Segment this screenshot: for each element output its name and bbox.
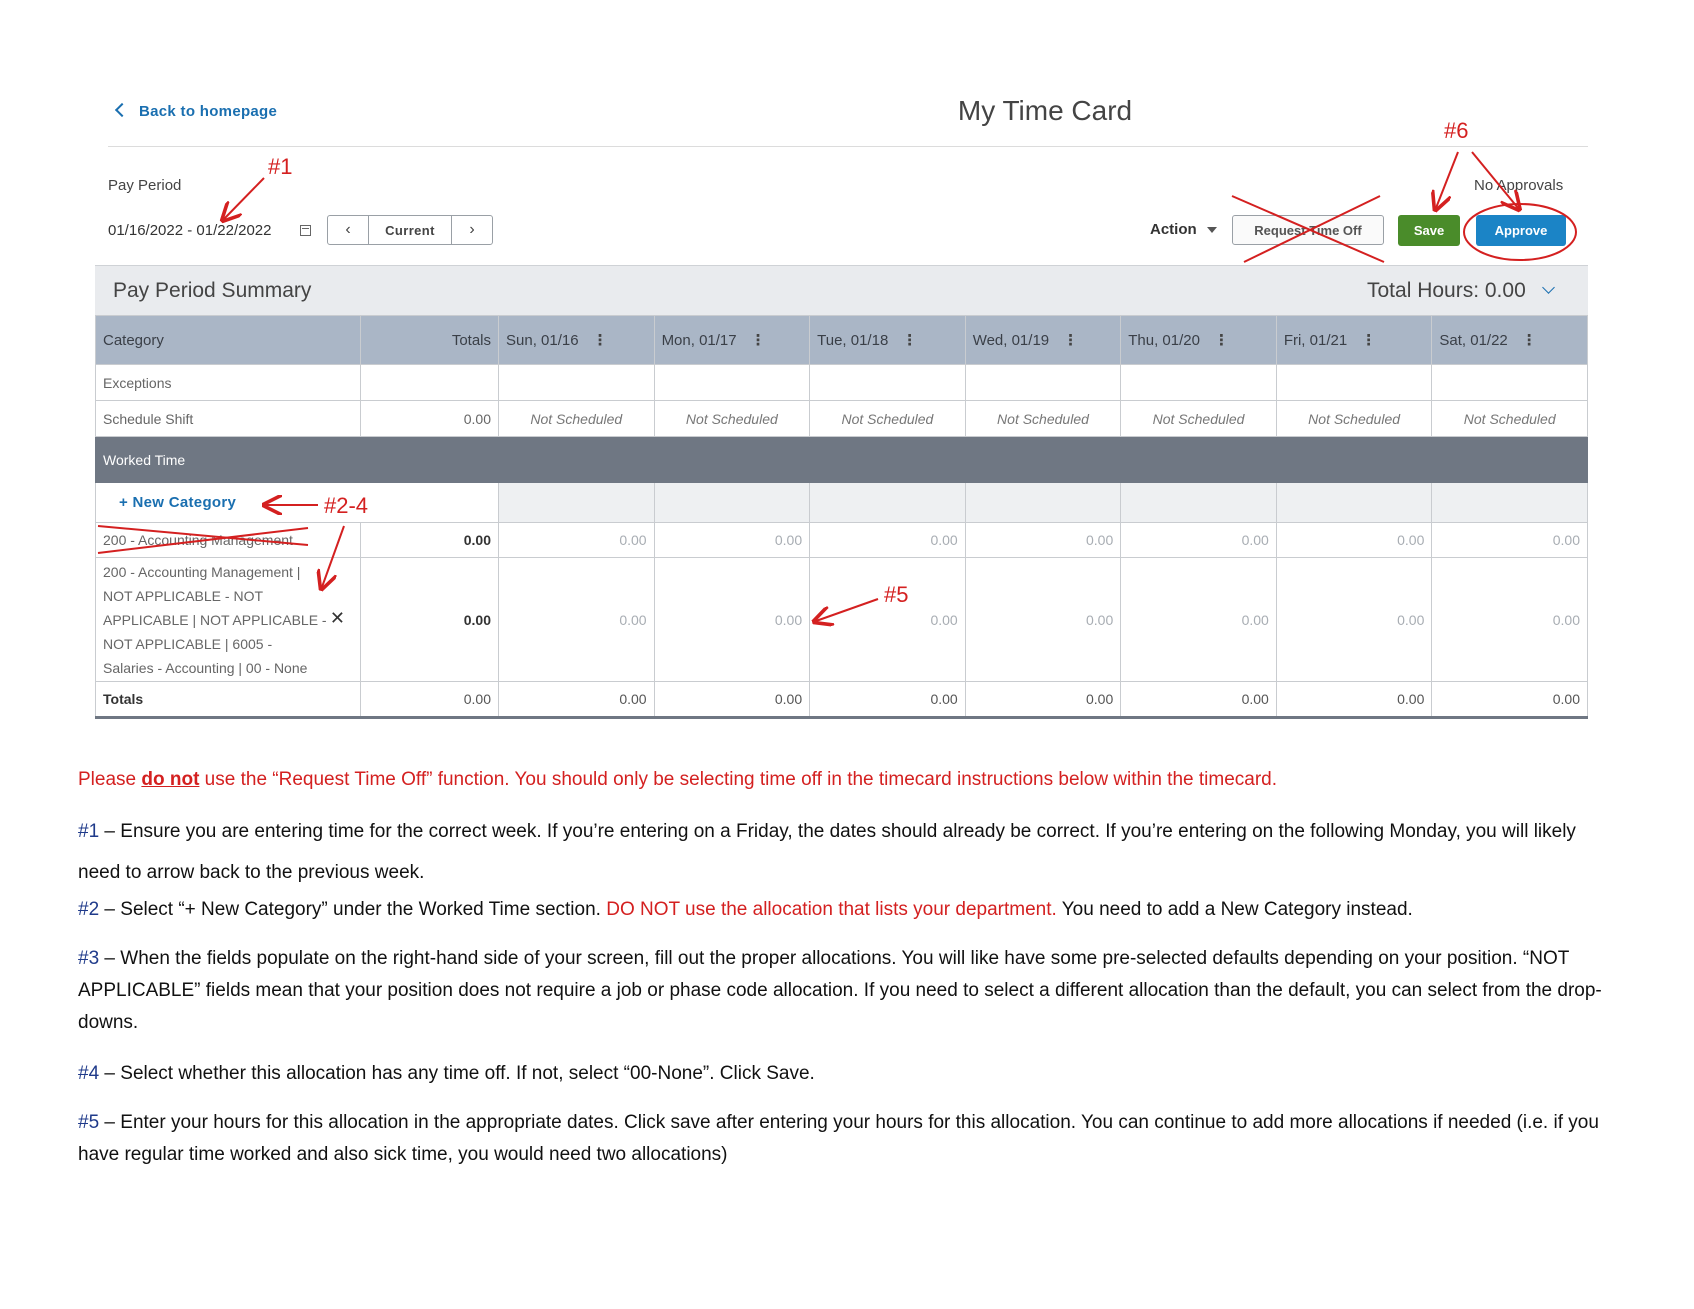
day-header[interactable] — [965, 316, 1121, 365]
warning-emphasis: do not — [141, 769, 200, 790]
allocation-row — [96, 523, 1588, 558]
chevron-left-icon — [115, 103, 129, 117]
category-header: Category — [96, 316, 361, 365]
day-header[interactable] — [1432, 316, 1588, 365]
new-category-label: New Category — [132, 494, 237, 511]
day-total: 0.00 — [499, 682, 655, 718]
approve-button[interactable]: Approve — [1476, 215, 1566, 246]
step-2-text-a: – Select “+ New Category” under the Worked Time section. — [99, 899, 607, 920]
day-header[interactable] — [654, 316, 810, 365]
action-menu[interactable] — [1150, 221, 1217, 238]
step-5-tag: #5 — [78, 1112, 100, 1133]
approval-status: No Approvals — [1474, 177, 1564, 194]
day-header[interactable] — [810, 316, 966, 365]
day-total: 0.00 — [965, 682, 1121, 718]
exceptions-cell — [654, 365, 810, 401]
schedule-shift-row — [96, 401, 1588, 437]
calendar-icon[interactable] — [300, 225, 311, 236]
new-category-row — [96, 483, 1588, 523]
allocation-row-expanded — [96, 558, 1588, 682]
warning-paragraph — [78, 764, 1608, 796]
timecard-grid — [95, 315, 1588, 719]
annotation-label-2-4: #2-4 — [324, 493, 369, 518]
remove-allocation-icon[interactable]: ✕ — [329, 608, 345, 628]
annotation-arrow-6-save — [1436, 152, 1458, 208]
warning-post: use the “Request Time Off” function. You should only be selecting time off in the timecard instructions below within the timecard. — [199, 769, 1277, 790]
exceptions-total — [361, 365, 499, 401]
schedule-shift-total: 0.00 — [361, 401, 499, 437]
new-category-cell — [1276, 483, 1432, 523]
pay-period-label: Pay Period — [108, 177, 182, 194]
step-2-tag: #2 — [78, 899, 100, 920]
hours-cell[interactable]: 0.00 — [654, 523, 810, 558]
step-2-text-red: DO NOT use the allocation that lists your department. — [606, 899, 1057, 920]
allocation-line: NOT APPLICABLE | 6005 - — [103, 635, 273, 652]
worked-time-label: Worked Time — [96, 437, 499, 483]
step-5-text: – Enter your hours for this allocation in the appropriate dates. Click save after entering your hours for this allocation. You can continue to add more allocations if needed (i.e. if you have regular time worked and also sick time, you would need two allocations) — [78, 1112, 1599, 1165]
step-4-tag: #4 — [78, 1063, 100, 1084]
previous-period-button[interactable]: ‹ — [345, 221, 351, 238]
hours-cell[interactable]: 0.00 — [654, 558, 810, 682]
hours-cell[interactable]: 0.00 — [499, 523, 655, 558]
allocation-total: 0.00 — [361, 523, 499, 558]
new-category-link[interactable] — [103, 494, 236, 511]
not-scheduled-cell: Not Scheduled — [654, 401, 810, 437]
totals-label: Totals — [96, 682, 361, 718]
period-navigation — [327, 215, 493, 245]
not-scheduled-cell: Not Scheduled — [965, 401, 1121, 437]
pay-period-range[interactable]: 01/16/2022 - 01/22/2022 — [108, 222, 272, 239]
step-1-tag: #1 — [78, 821, 100, 842]
step-1-text: – Ensure you are entering time for the correct week. If you’re entering on a Friday, the dates should already be correct. If you’re entering on the following Monday, you will likely need to arrow back to the previous week. — [78, 821, 1576, 883]
header-divider — [108, 146, 1588, 147]
hours-cell[interactable]: 0.00 — [1276, 523, 1432, 558]
warning-pre: Please — [78, 769, 142, 790]
hours-cell[interactable]: 0.00 — [1121, 558, 1277, 682]
more-vertical-icon[interactable]: ⋮ — [1361, 332, 1377, 349]
day-header-label: Fri, 01/21 — [1283, 332, 1348, 349]
totals-row — [96, 682, 1588, 718]
exceptions-row — [96, 365, 1588, 401]
day-header-label: Wed, 01/19 — [972, 332, 1050, 349]
step-3-paragraph — [78, 943, 1608, 1039]
summary-title: Pay Period Summary — [113, 279, 312, 302]
step-2-text-b: You need to add a New Category instead. — [1056, 899, 1413, 920]
annotation-label-6: #6 — [1444, 118, 1469, 143]
not-scheduled-cell: Not Scheduled — [810, 401, 966, 437]
allocation-line: APPLICABLE | NOT APPLICABLE - — [103, 611, 327, 628]
totals-header: Totals — [361, 316, 499, 365]
day-total: 0.00 — [1432, 682, 1588, 718]
new-category-cell — [965, 483, 1121, 523]
current-period-button[interactable]: Current — [368, 216, 452, 244]
day-total: 0.00 — [1121, 682, 1277, 718]
day-header-label: Mon, 01/17 — [661, 332, 737, 349]
total-hours[interactable] — [1367, 279, 1553, 303]
caret-down-icon — [1207, 227, 1217, 233]
allocation-line: NOT APPLICABLE - NOT — [103, 587, 264, 604]
save-button[interactable]: Save — [1398, 215, 1460, 246]
step-3-text: – When the fields populate on the right-hand side of your screen, fill out the proper allocations. You will like have some pre-selected defaults depending on your position. “NOT APPLICABLE” fields mean that your position does not require a job or phase code allocation. If you need to select a different allocation than the default, you can select from the drop-downs. — [78, 948, 1602, 1033]
next-period-button[interactable]: › — [469, 221, 475, 238]
exceptions-cell — [1121, 365, 1277, 401]
back-to-homepage-link[interactable] — [117, 103, 277, 120]
not-scheduled-cell: Not Scheduled — [499, 401, 655, 437]
plus-icon: + — [119, 494, 133, 511]
grand-total: 0.00 — [361, 682, 499, 718]
hours-cell[interactable]: 0.00 — [1121, 523, 1277, 558]
new-category-cell — [810, 483, 966, 523]
exceptions-cell — [1276, 365, 1432, 401]
not-scheduled-cell: Not Scheduled — [1432, 401, 1588, 437]
hours-cell[interactable]: 0.00 — [965, 523, 1121, 558]
hours-cell[interactable]: 0.00 — [965, 558, 1121, 682]
chevron-down-icon — [1542, 281, 1555, 294]
new-category-cell — [1121, 483, 1277, 523]
exceptions-cell — [965, 365, 1121, 401]
worked-time-spacer — [499, 437, 1588, 483]
page-title: My Time Card — [957, 95, 1133, 126]
not-scheduled-cell: Not Scheduled — [1121, 401, 1277, 437]
hours-cell[interactable]: 0.00 — [810, 558, 966, 682]
not-scheduled-cell: Not Scheduled — [1276, 401, 1432, 437]
step-3-tag: #3 — [78, 948, 100, 969]
exceptions-cell — [810, 365, 966, 401]
new-category-cell — [1432, 483, 1588, 523]
step-4-paragraph — [78, 1058, 1608, 1090]
day-header-label: Thu, 01/20 — [1128, 332, 1200, 349]
day-header[interactable] — [1276, 316, 1432, 365]
more-vertical-icon[interactable]: ⋮ — [592, 332, 608, 349]
action-menu-label: Action — [1150, 221, 1197, 238]
worked-time-section-row — [96, 437, 1588, 483]
step-2-paragraph — [78, 894, 1608, 926]
annotation-arrow-1 — [224, 178, 264, 219]
back-link-label: Back to homepage — [139, 103, 278, 120]
exceptions-cell — [499, 365, 655, 401]
allocation-detail — [96, 558, 361, 682]
day-total: 0.00 — [1276, 682, 1432, 718]
pay-period-summary-bar — [95, 265, 1588, 315]
step-1-paragraph — [78, 811, 1608, 893]
step-5-paragraph — [78, 1107, 1608, 1171]
day-total: 0.00 — [654, 682, 810, 718]
more-vertical-icon[interactable]: ⋮ — [750, 332, 766, 349]
day-header[interactable] — [1121, 316, 1277, 365]
day-header[interactable] — [499, 316, 655, 365]
more-vertical-icon[interactable]: ⋮ — [1521, 332, 1537, 349]
new-category-button[interactable] — [96, 483, 499, 523]
more-vertical-icon[interactable]: ⋮ — [1213, 332, 1229, 349]
day-header-label: Tue, 01/18 — [817, 332, 889, 349]
annotation-label-5: #5 — [884, 582, 909, 607]
grid-header-row — [96, 316, 1588, 365]
hours-cell[interactable]: 0.00 — [810, 523, 966, 558]
allocation-total: 0.00 — [361, 558, 499, 682]
allocation-line: Salaries - Accounting | 00 - None — [103, 659, 308, 676]
schedule-shift-label: Schedule Shift — [96, 401, 361, 437]
more-vertical-icon[interactable]: ⋮ — [902, 332, 918, 349]
new-category-cell — [499, 483, 655, 523]
request-time-off-button[interactable]: Request Time Off — [1232, 215, 1384, 245]
allocation-line: 200 - Accounting Management | — [103, 563, 301, 580]
hours-cell[interactable]: 0.00 — [1276, 558, 1432, 682]
exceptions-cell — [1432, 365, 1588, 401]
hours-cell[interactable]: 0.00 — [499, 558, 655, 682]
hours-cell[interactable]: 0.00 — [1432, 523, 1588, 558]
step-4-text: – Select whether this allocation has any time off. If not, select “00-None”. Click Save. — [99, 1063, 815, 1084]
day-total: 0.00 — [810, 682, 966, 718]
exceptions-label: Exceptions — [96, 365, 361, 401]
hours-cell[interactable]: 0.00 — [1432, 558, 1588, 682]
annotation-label-1: #1 — [268, 154, 293, 179]
new-category-cell — [654, 483, 810, 523]
day-header-label: Sun, 01/16 — [506, 332, 579, 349]
total-hours-label: Total Hours: 0.00 — [1367, 279, 1526, 302]
more-vertical-icon[interactable]: ⋮ — [1063, 332, 1079, 349]
day-header-label: Sat, 01/22 — [1439, 332, 1508, 349]
allocation-label: 200 - Accounting Management — [96, 523, 361, 558]
